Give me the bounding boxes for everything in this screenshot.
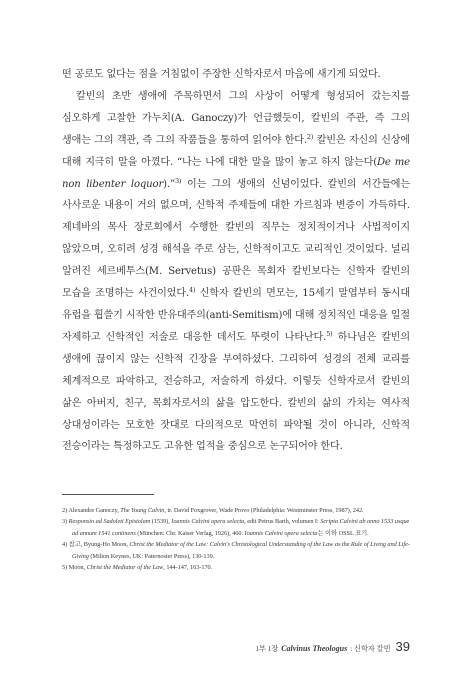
text-run: 4) 참고, Byung-Ho Moon,: [62, 541, 130, 549]
italic-text: Ioannis Calvini opera selecta: [171, 518, 245, 526]
main-text: [62, 64, 410, 458]
text-run: 칼빈의 초반 생애에 주목하면서 그의 사상이 어떻게 형성되어 갔는지를 심오하게 고찰한 가누치(A. Ganoczy)가 언급했듯이, 칼빈의 주관, 즉 그의 생애는 그의 객관, 즉 그의 작품들을 통하여 읽어야 한다.: [62, 90, 410, 146]
text-run: 2) Alexandre Ganoczy,: [62, 507, 121, 514]
footnotes: [62, 505, 416, 573]
footnote-ref: 2): [306, 132, 314, 141]
text-run: , tr. David Foxgrover, Wade Provo (Philadelphia: Westminster Press, 1987), 242.: [164, 507, 364, 514]
text-run: , edit Petrus Barth, volumen I:: [244, 518, 321, 526]
paragraph: [62, 86, 410, 458]
italic-text: Scripta Calvini ab anno 1533 usque ad annum 1541 continens: [72, 518, 410, 537]
italic-text: Responsio ad Sadoleti Epistolam: [68, 518, 151, 526]
text-run: (Milton Keynes, UK: Paternoster Press), 130-139.: [88, 552, 215, 560]
text-run: ).”: [163, 178, 175, 190]
text-run: 떤 공로도 없다는 점을 거침없이 주장한 신학자로서 마음에 새기게 되었다.: [62, 69, 381, 80]
footer-series-title: Calvinus Theologus: [281, 644, 348, 653]
footer-subtitle: : 신학자 칼빈: [350, 645, 391, 653]
footnote-ref: 5): [326, 329, 333, 338]
text-run: (1539),: [150, 518, 172, 526]
text-run: 3): [62, 518, 69, 526]
footnote-ref: 3): [175, 176, 182, 185]
footnote: [62, 516, 416, 539]
paragraph: [62, 64, 410, 86]
text-run: 신학자 칼빈의 면모는, 15세기 말엽부터 동시대 유럽을 휩쓸기 시작한 반유대주의(anti-Semitism)에 대해 정치적인 대응을 일절 자제하고 신학적인 저술로 대응한 데서도 뚜렷이 나타난다.: [62, 288, 410, 343]
footnote-divider: [62, 494, 154, 495]
text-run: 는 이하 OSSL 표기.: [317, 529, 369, 537]
footnote: [62, 505, 416, 516]
italic-text: Christ the Mediator of the Law: [86, 564, 164, 572]
italic-text: The Young Calvin: [120, 507, 165, 514]
page-number: 39: [395, 639, 410, 654]
text-run: 칼빈은 자신의 신상에 대해 지극히 말을 아꼈다. “나는 나에 대한 말을 많이 놓고 하지 않는다(: [62, 134, 411, 168]
footnote: [62, 562, 416, 573]
text-run: 5) Moon,: [62, 564, 87, 572]
text-run: , 144-147, 163-170.: [163, 564, 213, 572]
footnote-ref: 4): [189, 286, 196, 295]
footer-part: 1부 1장: [255, 645, 279, 653]
italic-text: De me non libenter loquor: [62, 156, 410, 190]
footnote: [62, 539, 416, 562]
italic-text: Ioannis Calvini opera selecta: [244, 529, 318, 537]
text-run: 하나님은 칼빈의 생애에 끊이지 않는 신학적 긴장을 부여하셨다. 그리하여 성경의 전체 교리를 체계적으로 파악하고, 전승하고, 저술하게 하셨다. 이렇듯 신학자로서 칼빈의 삶은 아버지, 친구, 목회자로서의 삶을 압도한다. 칼빈의 삶의 가치는 역사적 상대성이라는 모호한 잣대로 다의적으로 막연히 파악될 것이 아니라, 신학적 전승이라는 특정하고도 고유한 업적을 중심으로 논구되어야 한다.: [62, 331, 411, 453]
page-footer: [255, 639, 410, 654]
footnote-list: [62, 505, 416, 573]
italic-text: Christ the Mediator of the Law: Calvin's Christological Understanding of the Law as the Rule of Living and Life-Giving: [72, 541, 410, 560]
text-run: 이는 그의 생애의 신념이었다. 칼빈의 서간들에는 사사로운 내용이 거의 없으며, 신학적 주제들에 대한 가르침과 변증이 가득하다. 제네바의 목사 장로회에서 수행한 칼빈의 직무는 정치적이거나 사법적이지 않았으며, 오히려 성경 해석을 주로 삼는, 신학적이고도 교리적인 것이었다. 널리 알려진 세르베투스(M. Servetus) 공판은 목회자 칼빈보다는 신학자 칼빈의 모습을 조명하는 사건이었다.: [62, 178, 411, 300]
text-run: (München: Chr. Kaiser Verlag, 1926), 460.: [135, 529, 245, 537]
